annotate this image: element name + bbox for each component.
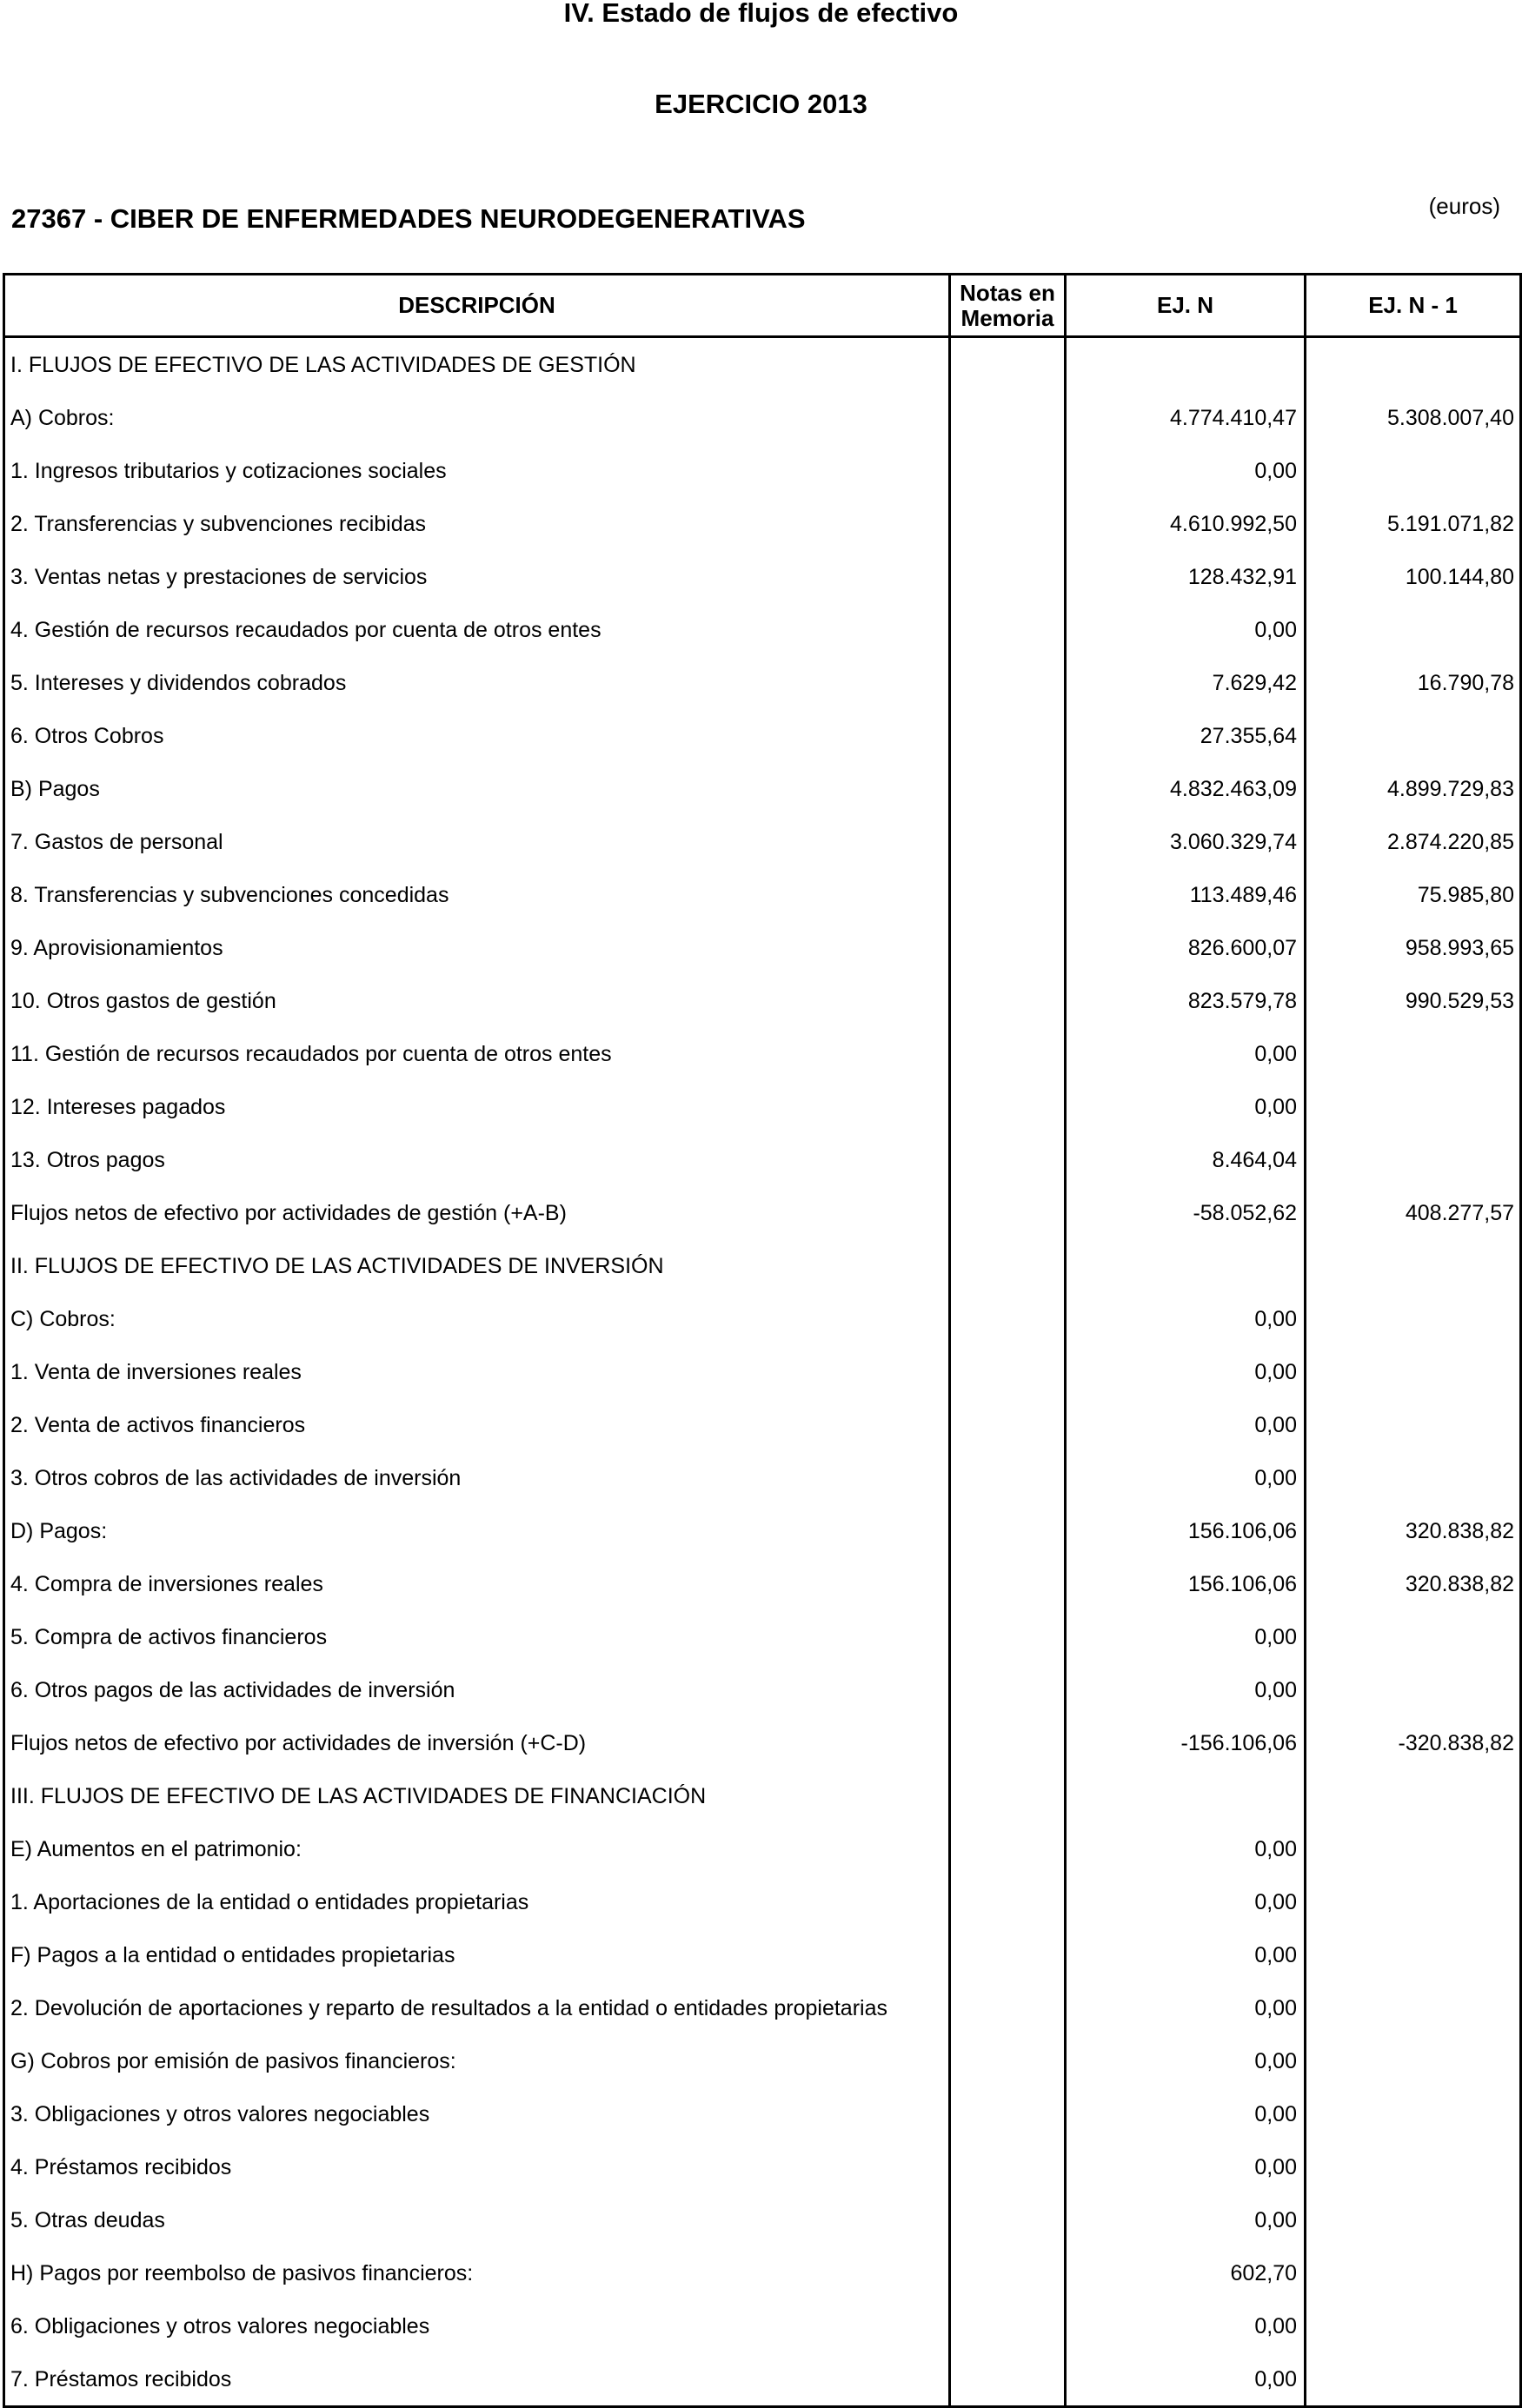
row-description: 1. Ingresos tributarios y cotizaciones sociales [4,444,950,497]
row-previous-year-value [1306,1875,1521,1928]
row-current-year-value [1066,337,1306,392]
row-notes [950,2246,1066,2299]
row-description: D) Pagos: [4,1504,950,1557]
row-notes [950,1822,1066,1875]
row-current-year-value: 823.579,78 [1066,974,1306,1027]
table-row [4,1345,1521,1398]
column-header-current-year: EJ. N [1066,275,1306,337]
row-current-year-value: 8.464,04 [1066,1133,1306,1186]
row-previous-year-value: 2.874.220,85 [1306,815,1521,868]
row-previous-year-value [1306,2193,1521,2246]
row-current-year-value: -58.052,62 [1066,1186,1306,1239]
row-notes [950,444,1066,497]
row-current-year-value: 4.774.410,47 [1066,391,1306,444]
row-description: G) Cobros por emisión de pasivos financieros: [4,2034,950,2087]
row-description: 6. Otros Cobros [4,709,950,762]
entity-name: 27367 - CIBER DE ENFERMEDADES NEURODEGENERATIVAS [11,203,806,234]
row-description: 5. Otras deudas [4,2193,950,2246]
table-row [4,1716,1521,1769]
table-row [4,1504,1521,1557]
row-description: 2. Devolución de aportaciones y reparto de resultados a la entidad o entidades propietarias [4,1981,950,2034]
table-header-row [4,275,1521,337]
row-current-year-value: 0,00 [1066,603,1306,656]
row-notes [950,709,1066,762]
row-notes [950,1557,1066,1610]
row-previous-year-value: 5.308.007,40 [1306,391,1521,444]
row-description: 3. Otros cobros de las actividades de inversión [4,1451,950,1504]
table-row [4,1663,1521,1716]
row-description: Flujos netos de efectivo por actividades de inversión (+C-D) [4,1716,950,1769]
row-notes [950,921,1066,974]
row-current-year-value: 0,00 [1066,1875,1306,1928]
row-notes [950,1027,1066,1080]
row-current-year-value: 7.629,42 [1066,656,1306,709]
row-previous-year-value [1306,2087,1521,2140]
row-current-year-value: 156.106,06 [1066,1557,1306,1610]
row-previous-year-value [1306,1027,1521,1080]
row-notes [950,1186,1066,1239]
row-description: E) Aumentos en el patrimonio: [4,1822,950,1875]
row-current-year-value: 0,00 [1066,1027,1306,1080]
cash-flow-table [3,273,1522,2408]
row-current-year-value: 3.060.329,74 [1066,815,1306,868]
row-notes [950,2087,1066,2140]
currency-units: (euros) [1428,193,1500,219]
row-notes [950,1663,1066,1716]
table-row [4,550,1521,603]
table-row [4,2140,1521,2193]
row-previous-year-value [1306,2140,1521,2193]
row-notes [950,2352,1066,2407]
row-notes [950,1239,1066,1292]
row-current-year-value: 826.600,07 [1066,921,1306,974]
row-previous-year-value: 320.838,82 [1306,1504,1521,1557]
row-notes [950,1504,1066,1557]
row-description: 7. Préstamos recibidos [4,2352,950,2407]
row-current-year-value [1066,1239,1306,1292]
row-notes [950,2034,1066,2087]
table-row [4,2034,1521,2087]
row-current-year-value: 0,00 [1066,1080,1306,1133]
row-previous-year-value [1306,1080,1521,1133]
row-current-year-value: 0,00 [1066,2193,1306,2246]
row-description: Flujos netos de efectivo por actividades de gestión (+A-B) [4,1186,950,1239]
row-notes [950,1292,1066,1345]
row-current-year-value: 0,00 [1066,444,1306,497]
row-previous-year-value: 100.144,80 [1306,550,1521,603]
table-row [4,1027,1521,1080]
row-current-year-value: 0,00 [1066,1610,1306,1663]
row-previous-year-value: 990.529,53 [1306,974,1521,1027]
row-previous-year-value: 958.993,65 [1306,921,1521,974]
row-description: 1. Aportaciones de la entidad o entidades propietarias [4,1875,950,1928]
table-row [4,497,1521,550]
row-description: 6. Obligaciones y otros valores negociables [4,2299,950,2352]
row-description: C) Cobros: [4,1292,950,1345]
row-previous-year-value [1306,444,1521,497]
row-description: 1. Venta de inversiones reales [4,1345,950,1398]
row-current-year-value: 4.610.992,50 [1066,497,1306,550]
row-current-year-value: 156.106,06 [1066,1504,1306,1557]
row-notes [950,550,1066,603]
row-notes [950,974,1066,1027]
row-description: 12. Intereses pagados [4,1080,950,1133]
table-row [4,709,1521,762]
row-notes [950,1080,1066,1133]
row-current-year-value: 602,70 [1066,2246,1306,2299]
table-row [4,1080,1521,1133]
table-row [4,1239,1521,1292]
table-row [4,868,1521,921]
row-notes [950,1981,1066,2034]
table-row [4,762,1521,815]
row-previous-year-value [1306,2352,1521,2407]
row-current-year-value: 128.432,91 [1066,550,1306,603]
table-row [4,1398,1521,1451]
row-current-year-value [1066,1769,1306,1822]
page-title: IV. Estado de flujos de efectivo [563,0,959,28]
row-description: A) Cobros: [4,391,950,444]
row-description: 5. Compra de activos financieros [4,1610,950,1663]
row-previous-year-value [1306,1133,1521,1186]
row-description: 9. Aprovisionamientos [4,921,950,974]
row-current-year-value: 0,00 [1066,2034,1306,2087]
table-row [4,2352,1521,2407]
row-previous-year-value [1306,1451,1521,1504]
row-description: I. FLUJOS DE EFECTIVO DE LAS ACTIVIDADES DE GESTIÓN [4,337,950,392]
row-notes [950,391,1066,444]
table-row [4,603,1521,656]
table-row [4,2087,1521,2140]
table-row [4,1557,1521,1610]
row-current-year-value: 0,00 [1066,1981,1306,2034]
row-description: 8. Transferencias y subvenciones concedidas [4,868,950,921]
row-current-year-value: 4.832.463,09 [1066,762,1306,815]
row-description: 7. Gastos de personal [4,815,950,868]
row-previous-year-value [1306,2034,1521,2087]
row-description: 11. Gestión de recursos recaudados por cuenta de otros entes [4,1027,950,1080]
row-previous-year-value: -320.838,82 [1306,1716,1521,1769]
row-notes [950,868,1066,921]
row-notes [950,1133,1066,1186]
row-current-year-value: 0,00 [1066,1451,1306,1504]
table-row [4,444,1521,497]
row-notes [950,337,1066,392]
row-description: II. FLUJOS DE EFECTIVO DE LAS ACTIVIDADES DE INVERSIÓN [4,1239,950,1292]
row-previous-year-value [1306,337,1521,392]
row-previous-year-value: 320.838,82 [1306,1557,1521,1610]
row-previous-year-value [1306,1822,1521,1875]
row-description: 2. Transferencias y subvenciones recibidas [4,497,950,550]
table-row [4,2193,1521,2246]
row-description: 10. Otros gastos de gestión [4,974,950,1027]
row-current-year-value: 27.355,64 [1066,709,1306,762]
table-row [4,391,1521,444]
exercise-year: EJERCICIO 2013 [655,89,867,119]
row-current-year-value: 0,00 [1066,2352,1306,2407]
row-current-year-value: 0,00 [1066,1928,1306,1981]
row-current-year-value: 0,00 [1066,1663,1306,1716]
row-description: B) Pagos [4,762,950,815]
row-description: III. FLUJOS DE EFECTIVO DE LAS ACTIVIDADES DE FINANCIACIÓN [4,1769,950,1822]
column-header-notes [950,275,1066,337]
row-notes [950,1451,1066,1504]
row-description: 4. Préstamos recibidos [4,2140,950,2193]
table-row [4,656,1521,709]
row-description: 2. Venta de activos financieros [4,1398,950,1451]
row-description: 13. Otros pagos [4,1133,950,1186]
row-previous-year-value [1306,603,1521,656]
row-description: F) Pagos a la entidad o entidades propietarias [4,1928,950,1981]
table-row [4,1769,1521,1822]
row-current-year-value: 0,00 [1066,1822,1306,1875]
table-row [4,1610,1521,1663]
row-previous-year-value: 4.899.729,83 [1306,762,1521,815]
table-row [4,974,1521,1027]
row-previous-year-value: 75.985,80 [1306,868,1521,921]
row-current-year-value: 0,00 [1066,2140,1306,2193]
row-current-year-value: 0,00 [1066,2087,1306,2140]
row-description: 5. Intereses y dividendos cobrados [4,656,950,709]
row-notes [950,762,1066,815]
row-previous-year-value [1306,1292,1521,1345]
row-previous-year-value [1306,1239,1521,1292]
table-row [4,2299,1521,2352]
row-notes [950,1398,1066,1451]
table-row [4,1822,1521,1875]
row-previous-year-value: 16.790,78 [1306,656,1521,709]
table-row [4,1451,1521,1504]
column-header-previous-year: EJ. N - 1 [1306,275,1521,337]
row-current-year-value: 0,00 [1066,1345,1306,1398]
column-header-description: DESCRIPCIÓN [4,275,950,337]
row-notes [950,1716,1066,1769]
table-row [4,1875,1521,1928]
table-row [4,921,1521,974]
row-notes [950,815,1066,868]
table-row [4,1133,1521,1186]
row-current-year-value: 0,00 [1066,1398,1306,1451]
row-description: 6. Otros pagos de las actividades de inversión [4,1663,950,1716]
row-notes [950,1345,1066,1398]
row-notes [950,497,1066,550]
row-previous-year-value [1306,1398,1521,1451]
table-row [4,337,1521,392]
row-previous-year-value: 408.277,57 [1306,1186,1521,1239]
notes-header-line1: Notas en [960,279,1055,306]
row-notes [950,1769,1066,1822]
row-previous-year-value [1306,1928,1521,1981]
table-row [4,1186,1521,1239]
row-previous-year-value [1306,1981,1521,2034]
row-description: 4. Gestión de recursos recaudados por cuenta de otros entes [4,603,950,656]
row-notes [950,1875,1066,1928]
row-notes [950,656,1066,709]
row-previous-year-value: 5.191.071,82 [1306,497,1521,550]
table-row [4,1981,1521,2034]
table-row [4,815,1521,868]
row-description: 3. Ventas netas y prestaciones de servicios [4,550,950,603]
row-current-year-value: 0,00 [1066,1292,1306,1345]
row-notes [950,2140,1066,2193]
row-previous-year-value [1306,1769,1521,1822]
notes-header-line2: Memoria [960,304,1054,331]
row-notes [950,2299,1066,2352]
row-description: H) Pagos por reembolso de pasivos financieros: [4,2246,950,2299]
row-notes [950,1928,1066,1981]
row-previous-year-value [1306,2246,1521,2299]
row-description: 4. Compra de inversiones reales [4,1557,950,1610]
row-previous-year-value [1306,1663,1521,1716]
table-body [4,337,1521,2407]
row-current-year-value: -156.106,06 [1066,1716,1306,1769]
table-row [4,1928,1521,1981]
row-notes [950,1610,1066,1663]
row-current-year-value: 113.489,46 [1066,868,1306,921]
table-row [4,2246,1521,2299]
row-description: 3. Obligaciones y otros valores negociables [4,2087,950,2140]
row-current-year-value: 0,00 [1066,2299,1306,2352]
row-notes [950,603,1066,656]
table-row [4,1292,1521,1345]
row-previous-year-value [1306,1345,1521,1398]
row-previous-year-value [1306,1610,1521,1663]
row-previous-year-value [1306,709,1521,762]
row-previous-year-value [1306,2299,1521,2352]
row-notes [950,2193,1066,2246]
